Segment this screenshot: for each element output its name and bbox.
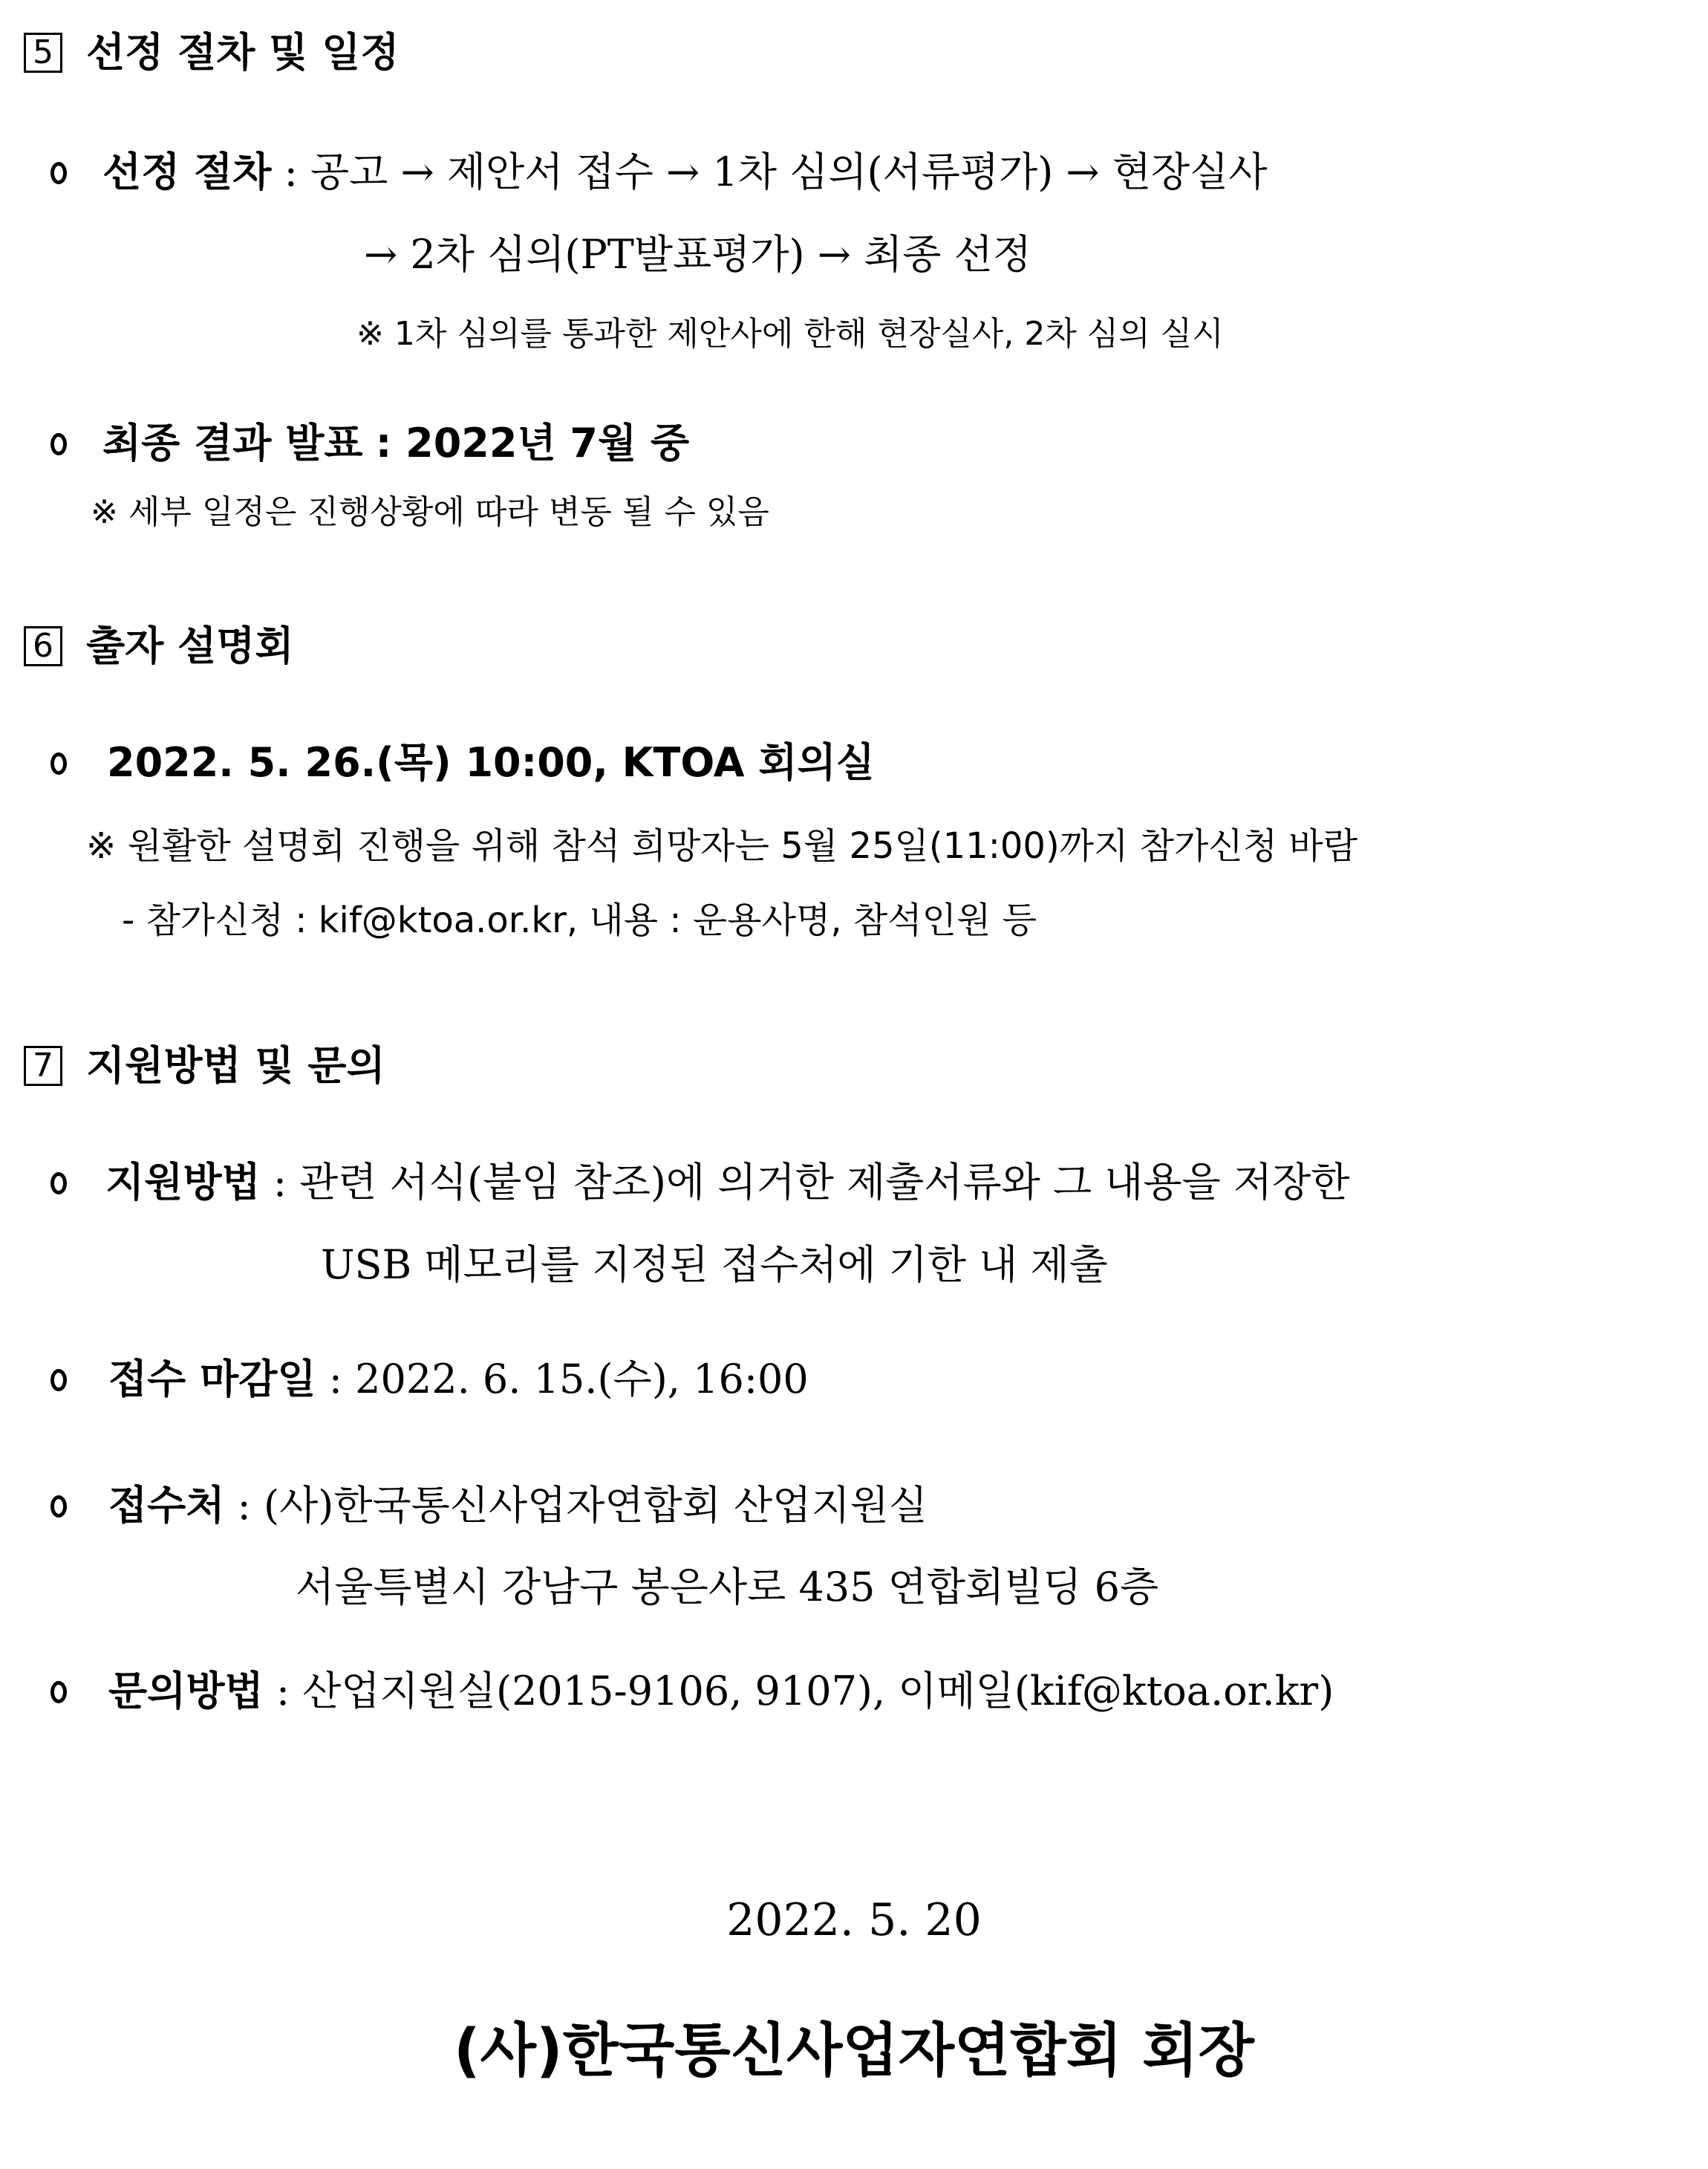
section-number: 5 <box>24 33 62 73</box>
final-result <box>102 420 690 466</box>
registration-note: - 참가신청 : kif@ktoa.or.kr, 내용 : 운용사명, 참석인원 등 <box>122 900 1037 941</box>
place-label: 접수처 <box>108 1482 225 1529</box>
submission-place <box>108 1482 928 1529</box>
section-title: 지원방법 및 문의 <box>86 1042 385 1089</box>
method-line-1: : 관련 서식(붙임 참조)에 의거한 제출서류와 그 내용을 저장한 <box>273 1159 1350 1206</box>
procedure-label: 선정 절차 <box>102 149 272 195</box>
signature: (사)한국통신사업자연합회 회장 <box>454 2017 1254 2084</box>
bullet-icon <box>50 752 67 775</box>
result-value: : 2022년 7월 중 <box>375 420 690 466</box>
briefing-note: ※ 원활한 설명회 진행을 위해 참석 희망자는 5월 25일(11:00)까지 참가신청 바람 <box>86 825 1358 867</box>
section-number: 7 <box>24 1046 62 1086</box>
selection-procedure <box>102 149 1268 195</box>
section-5-heading <box>24 29 400 76</box>
place-line-2: 서울특별시 강남구 봉은사로 435 연합회빌딩 6층 <box>296 1564 1159 1610</box>
method-line-2: USB 메모리를 지정된 접수처에 기한 내 제출 <box>321 1241 1108 1288</box>
section-number: 6 <box>24 626 62 666</box>
deadline-value: : 2022. 6. 15.(수), 16:00 <box>328 1356 809 1402</box>
result-label: 최종 결과 발표 <box>102 420 363 466</box>
bullet-icon <box>50 162 67 184</box>
procedure-line-1: : 공고 → 제안서 접수 → 1차 심의(서류평가) → 현장실사 <box>284 149 1268 195</box>
bullet-icon <box>50 433 67 455</box>
procedure-line-2: → 2차 심의(PT발표평가) → 최종 선정 <box>364 231 1031 278</box>
submission-deadline <box>108 1356 809 1402</box>
place-line-1: : (사)한국통신사업자연합회 산업지원실 <box>237 1482 928 1529</box>
method-label: 지원방법 <box>105 1159 261 1206</box>
bullet-icon <box>50 1172 67 1194</box>
section-7-heading <box>24 1042 385 1089</box>
result-note: ※ 세부 일정은 진행상황에 따라 변동 될 수 있음 <box>91 493 769 531</box>
bullet-icon <box>50 1681 67 1703</box>
contact-label: 문의방법 <box>108 1668 264 1714</box>
section-title: 선정 절차 및 일정 <box>86 29 400 76</box>
briefing-session: 2022. 5. 26.(목) 10:00, KTOA 회의실 <box>107 739 875 786</box>
section-6-heading <box>24 622 294 669</box>
bullet-icon <box>50 1495 67 1518</box>
contact-method <box>108 1668 1334 1714</box>
deadline-label: 접수 마감일 <box>108 1356 316 1402</box>
application-method <box>105 1159 1350 1206</box>
document-date: 2022. 5. 20 <box>726 1894 982 1946</box>
procedure-note: ※ 1차 심의를 통과한 제안사에 한해 현장실사, 2차 심의 실시 <box>356 315 1224 353</box>
bullet-icon <box>50 1369 67 1391</box>
contact-value: : 산업지원실(2015-9106, 9107), 이메일(kif@ktoa.or.kr) <box>276 1668 1334 1714</box>
section-title: 출자 설명회 <box>86 622 294 669</box>
